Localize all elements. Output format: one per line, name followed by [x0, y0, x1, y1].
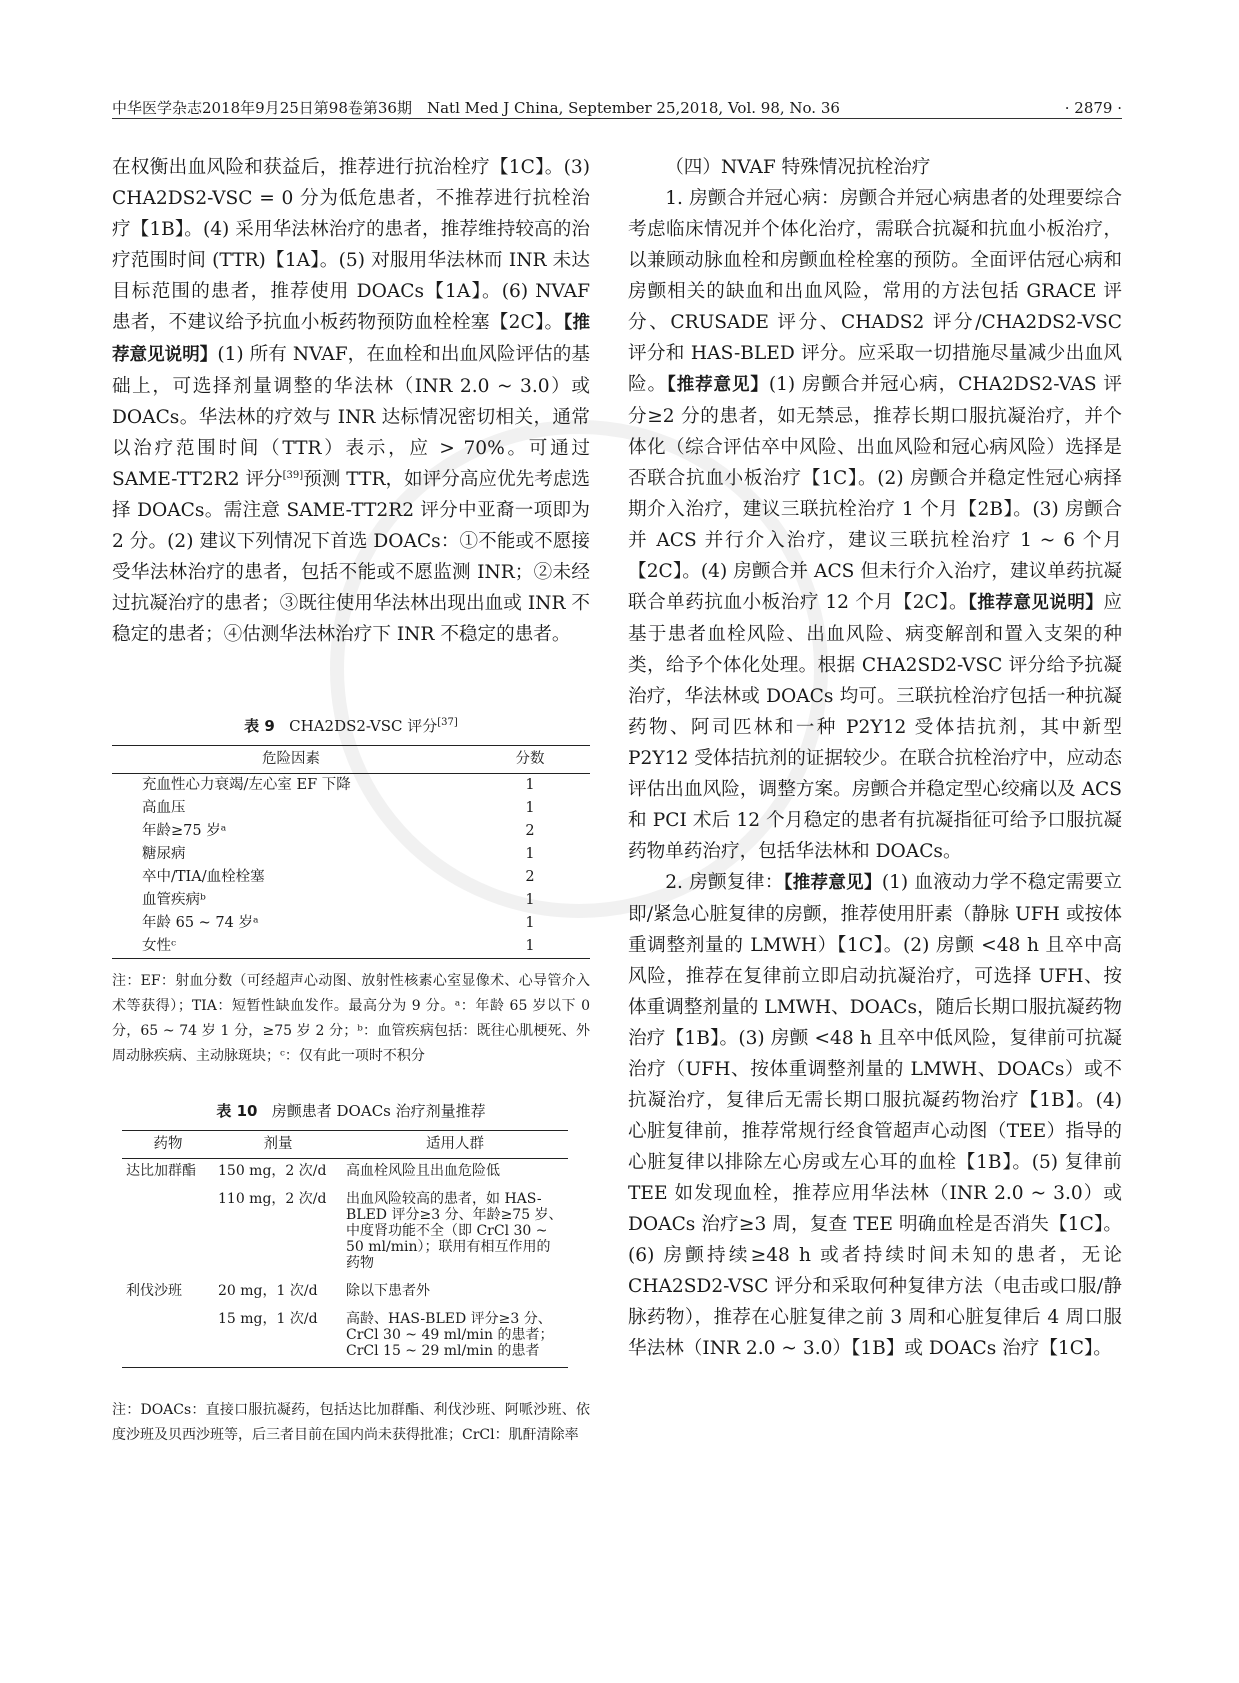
table-row [122, 1159, 568, 1188]
score: 1 [525, 892, 535, 908]
score: 1 [525, 800, 535, 816]
table-label: 表 10 [216, 1102, 258, 1120]
text: 2. 房颤复律： [665, 872, 784, 893]
risk-factor: 年龄≥75 岁ᵃ [142, 823, 227, 839]
column-header: 药物 [122, 1131, 214, 1159]
table-title: 房颤患者 DOACs 治疗剂量推荐 [271, 1102, 486, 1120]
risk-factor: 充血性心力衰竭/左心室 EF 下降 [142, 777, 351, 793]
table-title: CHA2DS2-VSC 评分 [289, 717, 438, 735]
table-note: 注：DOACs：直接口服抗凝药，包括达比加群酯、利伐沙班、阿哌沙班、依度沙班及贝西沙班等，后三者目前在国内尚未获得批准；CrCl：肌酐清除率 [112, 1402, 590, 1443]
score: 1 [525, 777, 535, 793]
risk-factor: 卒中/TIA/血栓栓塞 [142, 869, 265, 885]
dose: 15 mg，1 次/d [218, 1311, 318, 1327]
population: 高龄、HAS-BLED 评分≥3 分、CrCl 30 ~ 49 ml/min 的患者；CrCl 15 ~ 29 ml/min 的患者 [346, 1311, 554, 1359]
table-row [122, 1279, 568, 1307]
score: 2 [525, 869, 535, 885]
right-paragraph [628, 867, 1122, 1364]
table-row [122, 1307, 568, 1368]
population: 高血栓风险且出血危险低 [346, 1163, 500, 1179]
risk-factor: 年龄 65 ~ 74 岁ᵃ [142, 915, 259, 931]
drug: 利伐沙班 [126, 1283, 182, 1299]
drug: 达比加群酯 [126, 1163, 196, 1179]
left-column [112, 152, 590, 650]
bold-heading: 【推荐意见】 [667, 375, 769, 395]
risk-factor: 高血压 [142, 800, 186, 816]
table-note: 注：EF：射血分数（可经超声心动图、放射性核素心室显像术、心导管介入术等获得）；TIA：短暂性缺血发作。最高分为 9 分。ᵃ：年龄 65 岁以下 0 分，65 ~ 74 岁 1 分，≥75 岁 2 分；ᵇ：血管疾病包括：既往心肌梗死、外周动脉疾病、主动脉斑块；ᶜ：仅有此一项时不积分 [112, 973, 590, 1064]
table-row [122, 1187, 568, 1279]
score: 2 [525, 823, 535, 839]
population: 出血风险较高的患者，如 HAS-BLED 评分≥3 分、年龄≥75 岁、中度肾功能不全（即 CrCl 30 ~ 50 ml/min）；联用有相互作用的药物 [346, 1191, 563, 1271]
column-header: 危险因素 [112, 746, 470, 774]
text: (1) 房颤合并冠心病，CHA2DS2-VAS 评分≥2 分的患者，如无禁忌，推荐长期口服抗凝治疗，并个体化（综合评估卒中风险、出血风险和冠心病风险）选择是否联合抗血小板治疗【1C】。(2) 房颤合并稳定性冠心病择期介入治疗，建议三联抗栓治疗 1 个月【2B】。(3) 房颤合并 ACS 并行介入治疗，建议三联抗栓治疗 1 ~ 6 个月【2C】。(4) 房颤合并 ACS 但未行介入治疗，建议单药抗凝联合单药抗血小板治疗 12 个月【2C】。 [628, 374, 1122, 613]
reference-marker: [39] [282, 469, 304, 481]
bold-heading: 【推荐意见说明】 [968, 593, 1104, 613]
dose: 20 mg，1 次/d [218, 1283, 318, 1299]
running-header [112, 98, 1122, 119]
journal-citation: 中华医学杂志2018年9月25日第98卷第36期 Natl Med J China, September 25,2018, Vol. 98, No. 36 [112, 99, 840, 117]
bold-heading: 【推荐意见说明】 [112, 313, 590, 365]
text: (1) 所有 NVAF，在血栓和出血风险评估的基础上，可选择剂量调整的华法林（INR 2.0 ~ 3.0）或 DOACs。华法林的疗效与 INR 达标情况密切相关，通常以治疗范围时间（TTR）表示，应 > 70%。可通过 SAME-TT2R2 评分 [112, 344, 590, 490]
table-row [112, 797, 590, 820]
score: 1 [525, 846, 535, 862]
table-row [112, 866, 590, 889]
text: 在权衡出血风险和获益后，推荐进行抗治栓疗【1C】。(3) CHA2DS2-VSC = 0 分为低危患者，不推荐进行抗栓治疗【1B】。(4) 采用华法林治疗的患者，推荐维持较高的治疗范围时间 (TTR)【1A】。(5) 对服用华法林而 INR 未达目标范围的患者，推荐使用 DOACs【1A】。(6) NVAF 患者，不建议给予抗血小板药物预防血栓栓塞【2C】。 [112, 157, 590, 333]
risk-factor: 血管疾病ᵇ [142, 892, 206, 908]
right-column [628, 152, 1122, 1364]
table-row [112, 843, 590, 866]
dose: 150 mg，2 次/d [218, 1163, 327, 1179]
table-row [112, 820, 590, 843]
dose: 110 mg，2 次/d [218, 1191, 327, 1207]
text: 1. 房颤合并冠心病：房颤合并冠心病患者的处理要综合考虑临床情况并个体化治疗，需联合抗凝和抗血小板治疗，以兼顾动脉血栓和房颤血栓栓塞的预防。全面评估冠心病和房颤相关的缺血和出血风险，常用的方法包括 GRACE 评分、CRUSADE 评分、CHADS2 评分/CHA2DS2-VSC 评分和 HAS-BLED 评分。应采取一切措施尽量减少出血风险。 [628, 188, 1122, 395]
risk-factor: 女性ᶜ [142, 938, 177, 954]
score: 1 [525, 915, 535, 931]
score: 1 [525, 938, 535, 954]
table-row [112, 889, 590, 912]
dose-table [122, 1130, 568, 1368]
bold-heading: 【推荐意见】 [783, 873, 882, 893]
text: 应基于患者血栓风险、出血风险、病变解剖和置入支架的种类，给予个体化处理。根据 CHA2SD2-VSC 评分给予抗凝治疗，华法林或 DOACs 均可。三联抗栓治疗包括一种抗凝药物、阿司匹林和一种 P2Y12 受体拮抗剂，其中新型 P2Y12 受体拮抗剂的证据较少。在联合抗栓治疗中，应动态评估出血风险，调整方案。房颤合并稳定型心绞痛以及 ACS 和 PCI 术后 12 个月稳定的患者有抗凝指征可给予口服抗凝药物单药治疗，包括华法林和 DOACs。 [628, 592, 1122, 862]
table-10 [112, 1101, 590, 1448]
population: 除以下患者外 [346, 1283, 430, 1299]
page-number: · 2879 · [1064, 99, 1122, 117]
table-row [112, 774, 590, 798]
table-label: 表 9 [244, 717, 275, 735]
right-paragraph [628, 183, 1122, 867]
table-caption [112, 716, 590, 737]
reference-marker: [37] [437, 717, 458, 728]
section-heading: （四）NVAF 特殊情况抗栓治疗 [665, 157, 931, 178]
text: (1) 血液动力学不稳定需要立即/紧急心脏复律的房颤，推荐使用肝素（静脉 UFH 或按体重调整剂量的 LMWH）【1C】。(2) 房颤 <48 h 且卒中高风险，推荐在复律前立即启动抗凝治疗，可选择 UFH、按体重调整剂量的 LMWH、DOACs，随后长期口服抗凝药物治疗【1B】。(3) 房颤 <48 h 且卒中低风险，复律前可抗凝治疗（UFH、按体重调整剂量的 LMWH、DOACs）或不抗凝治疗，复律后无需长期口服抗凝药物治疗【1B】。(4) 心脏复律前，推荐常规行经食管超声心动图（TEE）指导的心脏复律以排除左心房或左心耳的血栓【1B】。(5) 复律前 TEE 如发现血栓，推荐应用华法林（INR 2.0 ~ 3.0）或 DOACs 治疗≥3 周，复查 TEE 明确血栓是否消失【1C】。(6) 房颤持续≥48 h 或者持续时间未知的患者，无论 CHA2SD2-VSC 评分和采取何种复律方法（电击或口服/静脉药物），推荐在心脏复律之前 3 周和心脏复律后 4 周口服华法林（INR 2.0 ~ 3.0）【1B】或 DOACs 治疗【1C】。 [628, 872, 1123, 1359]
column-header: 适用人群 [342, 1131, 568, 1159]
risk-factor: 糖尿病 [142, 846, 186, 862]
drug [122, 1187, 214, 1279]
left-paragraph [112, 152, 590, 650]
column-header: 剂量 [214, 1131, 342, 1159]
score-table [112, 745, 590, 959]
table-row [112, 935, 590, 959]
drug [122, 1307, 214, 1368]
table-row [112, 912, 590, 935]
text: 预测 TTR，如评分高应优先考虑选择 DOACs。需注意 SAME-TT2R2 评分中亚裔一项即为 2 分。(2) 建议下列情况下首选 DOACs：①不能或不愿接受华法林治疗的患者，包括不能或不愿监测 INR；②未经过抗凝治疗的患者；③既往使用华法林出现出血或 INR 不稳定的患者；④估测华法林治疗下 INR 不稳定的患者。 [112, 469, 590, 645]
table-caption [112, 1101, 590, 1122]
column-header: 分数 [470, 746, 590, 774]
table-9 [112, 716, 590, 1069]
